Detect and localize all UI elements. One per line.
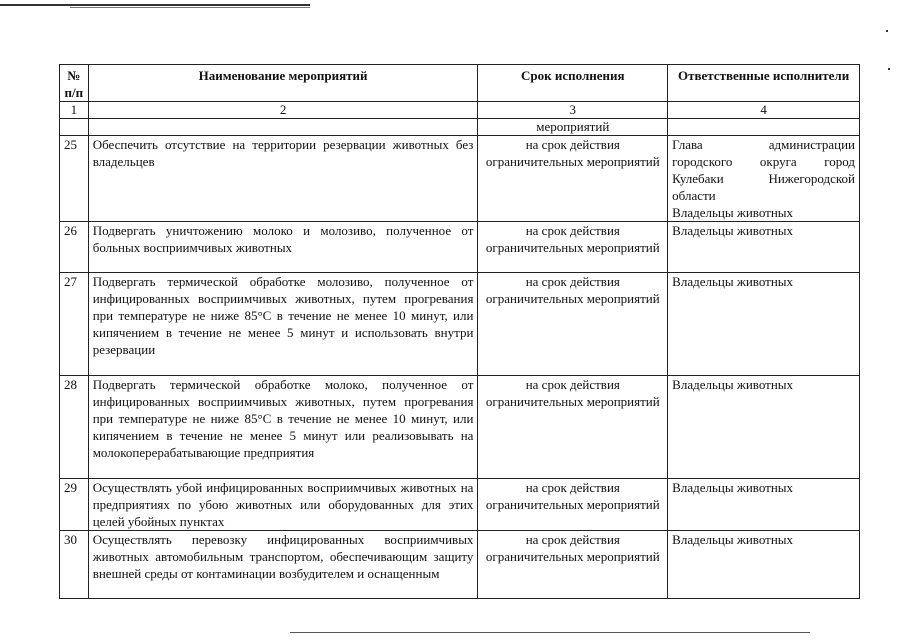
- row-measure: Осуществлять перевозку инфицированных восприимчивых животных автомобильным транспортом, обеспечивающим защиту внешней среды от контаминации возбудителем и оснащенным: [88, 531, 478, 599]
- row-measure: Подвергать термической обработке молозиво, полученное от инфицированных восприимчивых животных, путем прогревания при температуре не ниже 85°С в течение не менее 10 минут, или кипячением в течение не менее 5 минут и использовать внутри резервации: [88, 273, 478, 376]
- row-responsible: [668, 136, 860, 222]
- column-index: 1: [60, 102, 89, 119]
- row-measure: Подвергать уничтожению молоко и молозиво, полученное от больных восприимчивых животных: [88, 222, 478, 273]
- responsible-line: Владельцы животных: [672, 532, 794, 547]
- continuation-resp: [668, 119, 860, 136]
- table-row: [60, 531, 860, 599]
- row-responsible: [668, 531, 860, 599]
- scan-artifact-bottom: [290, 632, 810, 633]
- row-responsible: [668, 479, 860, 531]
- row-term: на срок действия ограничительных мероприятий: [478, 273, 668, 376]
- responsible-line: Глава администрации городского округа город Кулебаки Нижегородской области: [672, 137, 855, 203]
- table-row: [60, 222, 860, 273]
- header-term: Срок исполнения: [478, 65, 668, 102]
- header-resp: Ответственные исполнители: [668, 65, 860, 102]
- header-name: Наименование мероприятий: [88, 65, 478, 102]
- column-index: 2: [88, 102, 478, 119]
- responsible-line: Владельцы животных: [672, 205, 794, 220]
- responsible-line: Владельцы животных: [672, 377, 794, 392]
- row-measure: Подвергать термической обработке молоко, полученное от инфицированных восприимчивых животных, путем прогревания при температуре не ниже 85°С в течение не менее 10 минут, или кипячением в течение не менее 5 минут или реализовывать на молокоперерабатывающие предприятия: [88, 376, 478, 479]
- row-number: 30: [60, 531, 89, 599]
- scan-speck: [888, 68, 890, 70]
- row-number: 26: [60, 222, 89, 273]
- column-index-row: [60, 102, 860, 119]
- scan-artifact-top: [0, 4, 310, 6]
- responsible-line: Владельцы животных: [672, 480, 794, 495]
- scan-speck: [886, 30, 888, 32]
- column-index: 4: [668, 102, 860, 119]
- header-num: № п/п: [60, 65, 89, 102]
- row-term: на срок действия ограничительных мероприятий: [478, 376, 668, 479]
- table-row: [60, 273, 860, 376]
- row-responsible: [668, 273, 860, 376]
- row-responsible: [668, 222, 860, 273]
- measures-table: [59, 64, 860, 599]
- row-measure: Осуществлять убой инфицированных восприимчивых животных на предприятиях по убою животных или оборудованных для этих целей убойных пунктах: [88, 479, 478, 531]
- row-responsible: [668, 376, 860, 479]
- responsible-line: Владельцы животных: [672, 223, 794, 238]
- scan-artifact-top-thin: [70, 7, 310, 8]
- row-measure: Обеспечить отсутствие на территории резервации животных без владельцев: [88, 136, 478, 222]
- row-term: на срок действия ограничительных мероприятий: [478, 479, 668, 531]
- row-number: 25: [60, 136, 89, 222]
- table-header-row: [60, 65, 860, 102]
- responsible-line: Владельцы животных: [672, 274, 794, 289]
- row-term: на срок действия ограничительных мероприятий: [478, 531, 668, 599]
- continuation-num: [60, 119, 89, 136]
- table-row: [60, 479, 860, 531]
- table-row: [60, 136, 860, 222]
- row-number: 28: [60, 376, 89, 479]
- continuation-name: [88, 119, 478, 136]
- row-term: на срок действия ограничительных мероприятий: [478, 136, 668, 222]
- row-number: 27: [60, 273, 89, 376]
- row-number: 29: [60, 479, 89, 531]
- table-row: [60, 376, 860, 479]
- continuation-row: [60, 119, 860, 136]
- row-term: на срок действия ограничительных мероприятий: [478, 222, 668, 273]
- continuation-term: мероприятий: [478, 119, 668, 136]
- column-index: 3: [478, 102, 668, 119]
